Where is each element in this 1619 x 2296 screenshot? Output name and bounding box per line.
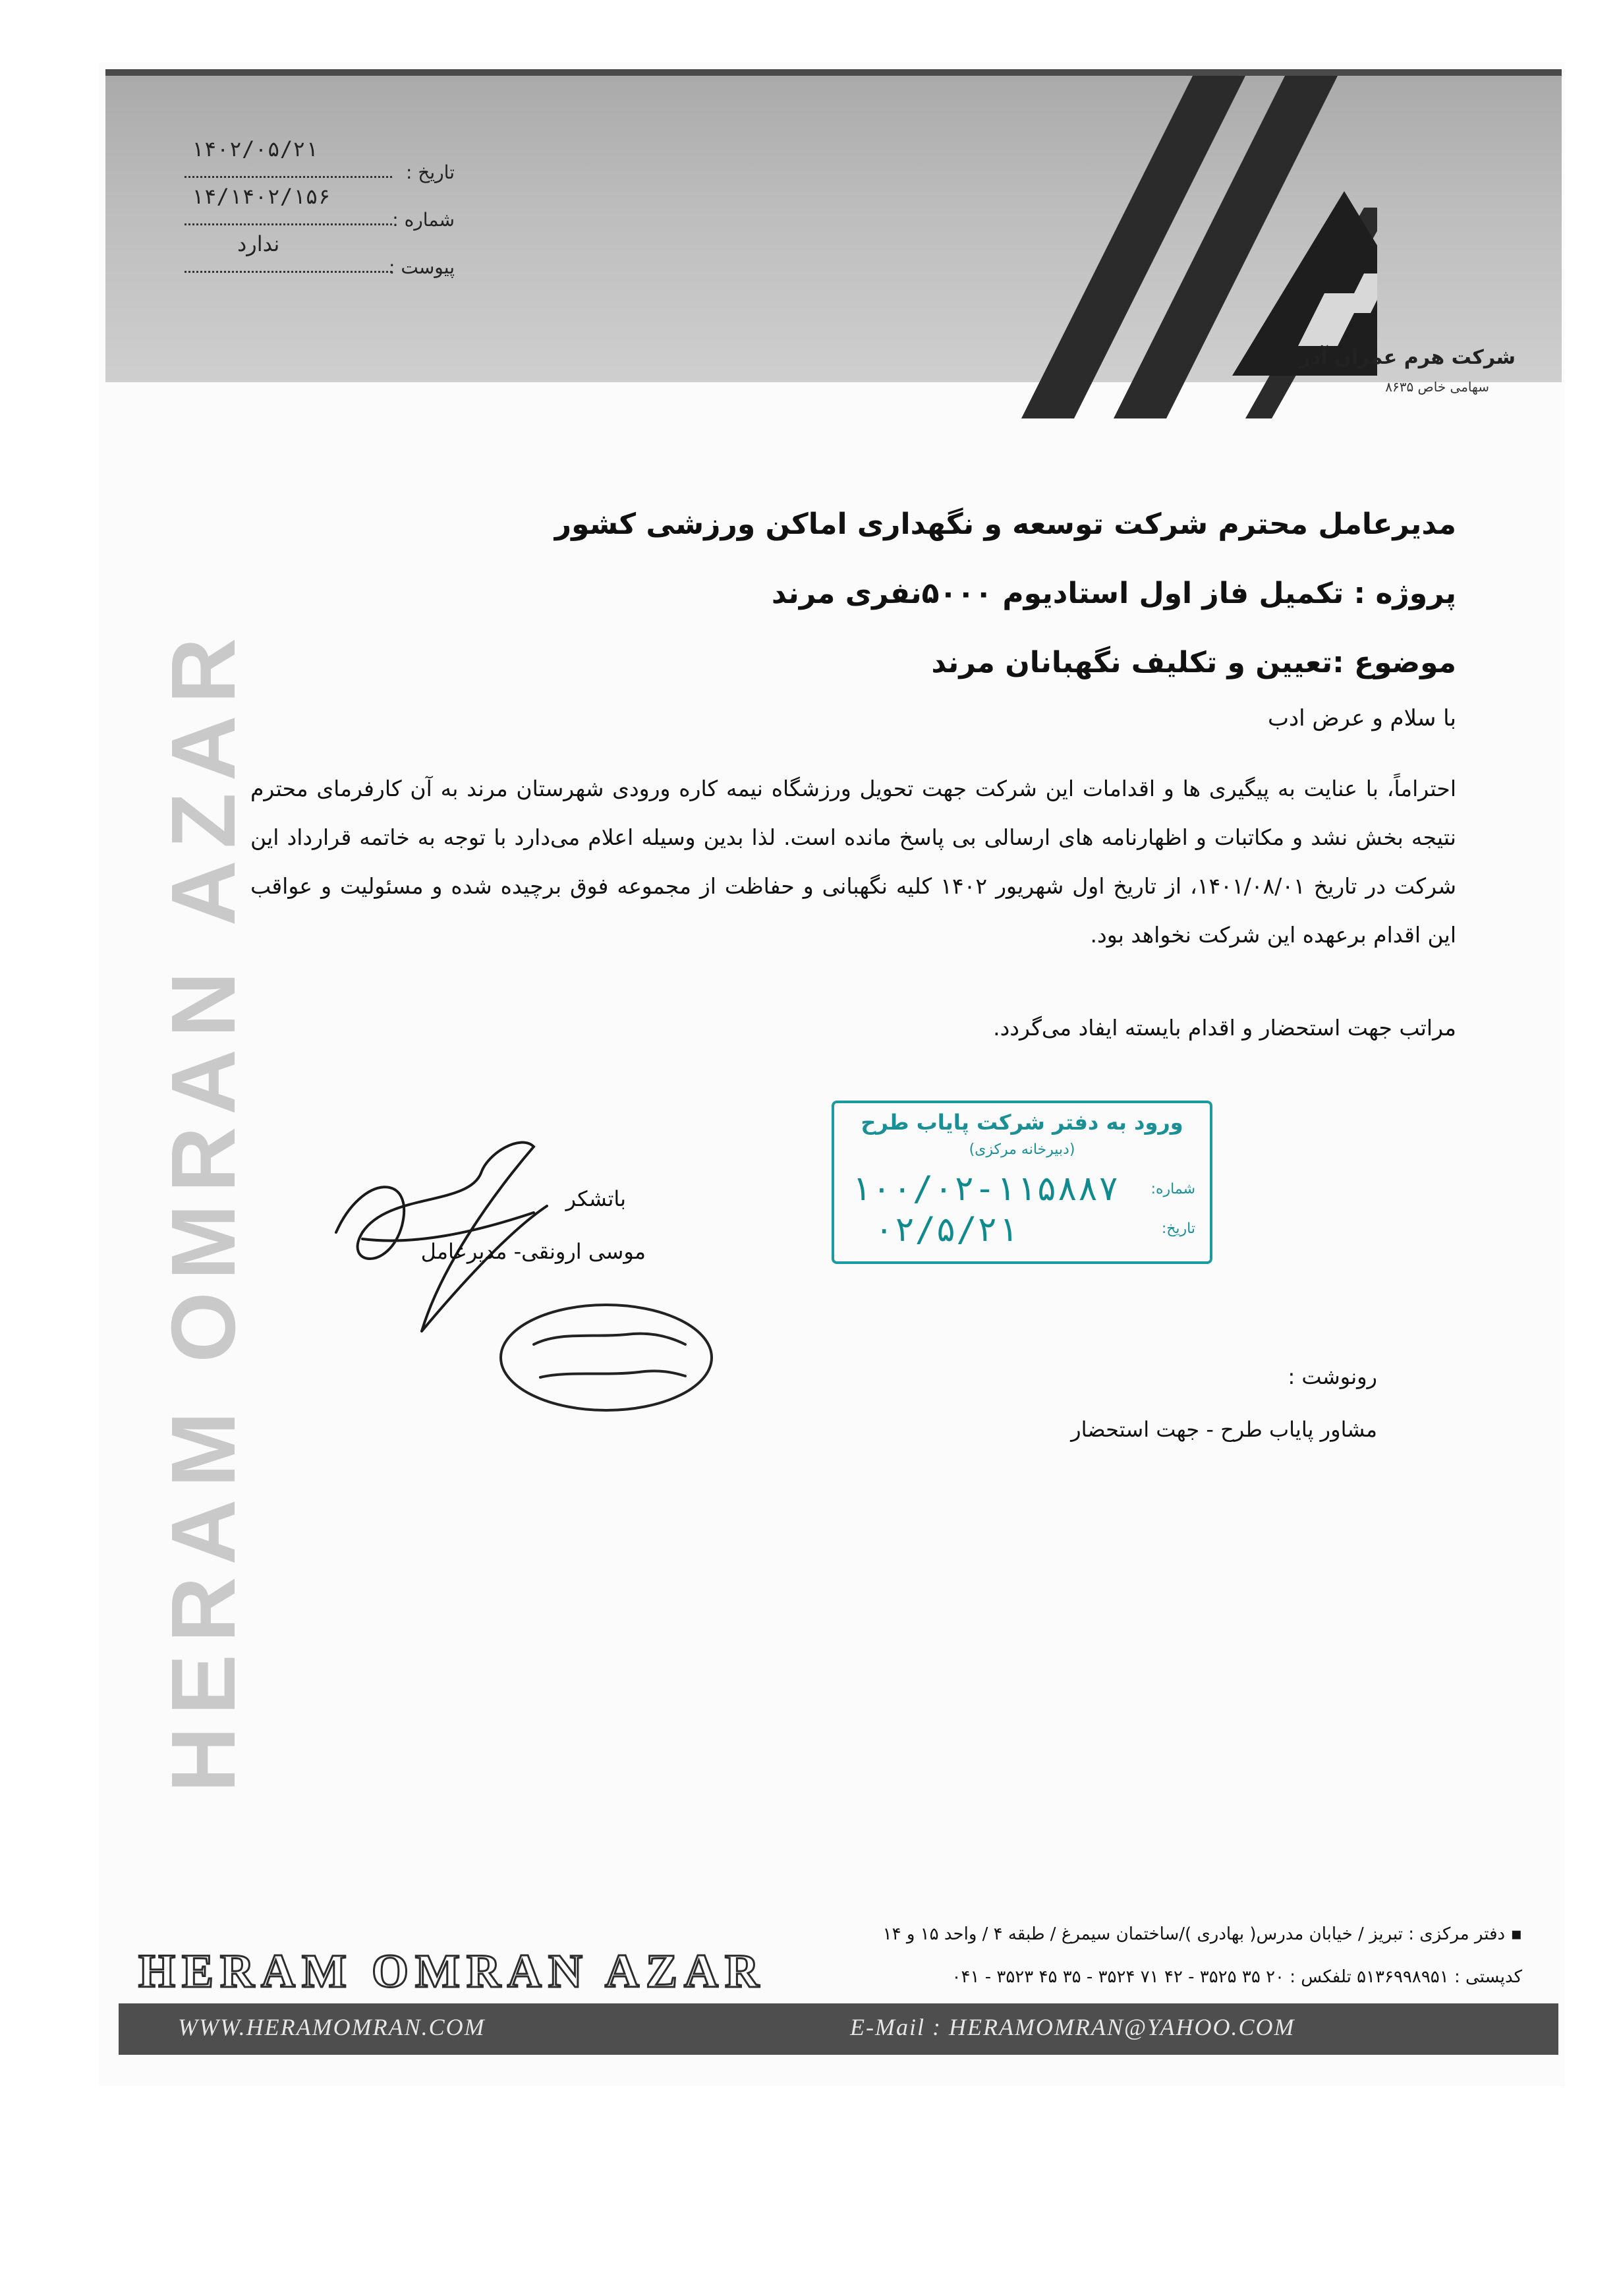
footer-email: E-Mail : HERAMOMRAN@YAHOO.COM bbox=[850, 2014, 1295, 2040]
stamp-number-label: شماره: bbox=[1150, 1181, 1195, 1197]
meta-number-row bbox=[178, 184, 455, 237]
signer-name: موسی ارونقی- مدیرعامل bbox=[420, 1239, 646, 1264]
letter-meta bbox=[178, 136, 455, 284]
letter-body: احتراماً، با عنایت به پیگیری ها و اقدامات این شرکت جهت تحویل ورزشگاه نیمه کاره ورودی شهرستان مرند به آن کارفرمای محترم نتیجه بخش نشد و مکاتبات و اظهارنامه های ارسالی بی پاسخ مانده است. لذا بدین وسیله اعلام می‌دارد با توجه به خاتمه قرارداد این شرکت در تاریخ ۱۴۰۱/۰۸/۰۱، از تاریخ اول شهریور ۱۴۰۲ کلیه نگهبانی و حفاظت از مجموعه فوق برچیده شده و مسئولیت و عواقب این اقدام برعهده این شرکت نخواهد بود. bbox=[250, 776, 1456, 948]
footer-address: ▪ دفتر مرکزی : تبریز / خیابان مدرس( بهادری )/ساختمان سیمرغ / طبقه ۴ / واحد ۱۵ و ۱۴ bbox=[882, 1924, 1522, 1944]
stamp-subtitle: (دبیرخانه مرکزی) bbox=[969, 1141, 1075, 1158]
date-value: ۱۴۰۲/۰۵/۲۱ bbox=[191, 136, 318, 161]
company-name: شرکت هرم عمران آذر bbox=[1299, 346, 1516, 369]
attachment-value: ندارد bbox=[237, 231, 280, 256]
closing-line: مراتب جهت استحضار و اقدام بایسته ایفاد می‌گردد. bbox=[993, 1015, 1456, 1041]
stamp-date-value: ۰۲/۵/۲۱ bbox=[874, 1210, 1019, 1249]
company-registration: سهامی خاص ۸۶۳۵ bbox=[1385, 379, 1489, 395]
company-seal-icon bbox=[494, 1298, 718, 1417]
stamp-number-value: ۱۰۰/۰۲-۱۱۵۸۸۷ bbox=[851, 1169, 1119, 1209]
attachment-label: پیوست : bbox=[389, 256, 455, 278]
signature-thanks: باتشکر bbox=[565, 1186, 626, 1211]
recipient-heading: مدیرعامل محترم شرکت توسعه و نگهداری اماکن ورزشی کشور bbox=[554, 507, 1456, 541]
date-label: تاریخ : bbox=[405, 161, 455, 183]
footer-brand: HERAM OMRAN AZAR bbox=[138, 1945, 766, 1997]
cc-recipient: مشاور پایاب طرح - جهت استحضار bbox=[1071, 1417, 1377, 1442]
greeting: با سلام و عرض ادب bbox=[1267, 705, 1456, 732]
footer-website: WWW.HERAMOMRAN.COM bbox=[178, 2014, 486, 2040]
subject-heading: موضوع :تعیین و تکلیف نگهبانان مرند bbox=[931, 646, 1456, 679]
footer-phone: کدپستی : ۵۱۳۶۹۹۸۹۵۱ تلفکس : ۲۰ ۳۵ ۳۵۲۵ - ۴۲ ۷۱ ۳۵۲۴ - ۳۵ ۴۵ ۳۵۲۳ - ۰۴۱ bbox=[952, 1967, 1522, 1987]
company-logo-icon bbox=[995, 76, 1377, 458]
stamp-title: ورود به دفتر شرکت پایاب طرح bbox=[861, 1110, 1183, 1135]
meta-date-row bbox=[178, 136, 455, 189]
meta-attachment-row bbox=[178, 231, 455, 284]
cc-label: رونوشت : bbox=[1288, 1364, 1377, 1389]
number-value: ۱۴/۱۴۰۲/۱۵۶ bbox=[191, 184, 331, 209]
number-label: شماره : bbox=[392, 209, 455, 231]
project-heading: پروژه : تکمیل فاز اول استادیوم ۵۰۰۰نفری مرند bbox=[771, 577, 1456, 610]
stamp-date-label: تاریخ: bbox=[1161, 1220, 1195, 1237]
receipt-stamp bbox=[832, 1101, 1212, 1264]
side-watermark: HERAM OMRAN AZAR bbox=[153, 625, 254, 1793]
